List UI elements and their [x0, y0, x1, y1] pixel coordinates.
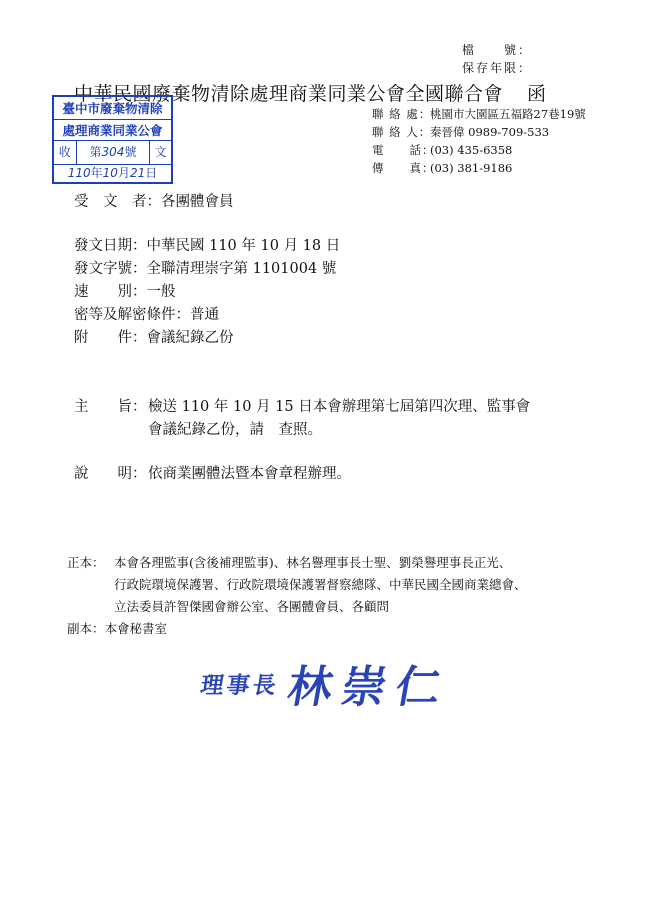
stamp-date: [54, 165, 171, 182]
contact-person-label: 聯 絡 人：: [372, 125, 432, 139]
stamp-doc-char: 文: [154, 145, 167, 159]
file-number-label: 檔 號：: [462, 43, 533, 57]
retention-period-label: 保存年限：: [462, 61, 533, 75]
stamp-serial: [77, 141, 151, 164]
explanation-label: 說 明：: [74, 466, 147, 482]
delivery-speed: [74, 280, 176, 301]
contact-phone-value: (03) 435-6358: [430, 143, 513, 157]
issue-date-label: 發文日期：: [74, 238, 147, 254]
original-recipients-line-2: 行政院環境保護署、行政院環境保護署督察總隊、中華民國全國商業總會、: [114, 577, 527, 592]
attachment-label: 附 件：: [74, 330, 147, 346]
delivery-speed-label: 速 別：: [74, 284, 147, 300]
delivery-speed-value: 一般: [146, 284, 176, 300]
chairman-signature: [198, 651, 455, 715]
recipient-label: 受 文 者：: [74, 194, 161, 210]
contact-fax-value: (03) 381-9186: [430, 161, 513, 175]
issue-date-value: 中華民國 110 年 10 月 18 日: [146, 238, 341, 254]
secrecy-level-value: 普通: [190, 307, 219, 323]
attachment: [74, 326, 234, 347]
issuer-name: 中華民國廢棄物清除處理商業同業公會全國聯合會: [74, 83, 504, 105]
received-stamp: [52, 95, 173, 184]
signature-title: 理事長: [198, 672, 281, 699]
copy-recipients-label: 副本：: [67, 621, 105, 636]
copy-recipients: [67, 619, 167, 637]
original-recipients-label: 正本：: [67, 555, 105, 570]
original-recipients-line-3: 立法委員許智傑國會辦公室、各團體會員、各顧問: [114, 599, 390, 614]
issue-date: [74, 234, 340, 255]
stamp-org-line1: 臺中市廢棄物清除: [54, 97, 171, 120]
doc-type: 函: [527, 83, 547, 105]
contact-address: [372, 106, 586, 122]
stamp-date-year: 110: [67, 166, 91, 180]
subject-line-2: 會議紀錄乙份，請 查照。: [148, 422, 322, 438]
contact-fax: [372, 160, 512, 176]
subject-line-1: 檢送 110 年 10 月 15 日本會辦理第七屆第四次理、監事會: [148, 399, 531, 415]
recipient-value: 各團體會員: [161, 194, 234, 210]
stamp-receive-char: 收: [54, 141, 77, 164]
original-recipients-line-1: 本會各理監事(含後補理監事)、林名譽理事長士聖、劉榮譽理事長正光、: [114, 555, 512, 570]
stamp-serial-row: [54, 141, 171, 165]
copy-recipients-value: 本會秘書室: [104, 621, 168, 636]
signature-name: 林崇仁: [283, 662, 455, 713]
contact-fax-label: 傳 真：: [372, 161, 435, 175]
subject-label: 主 旨：: [74, 399, 147, 415]
issue-number: [74, 257, 336, 278]
issue-number-value: 全聯清理崇字第 1101004 號: [146, 261, 337, 277]
attachment-value: 會議紀錄乙份: [146, 330, 234, 346]
secrecy-level-label: 密等及解密條件：: [74, 307, 190, 323]
stamp-date-year-unit: 年: [90, 166, 103, 180]
contact-address-label: 聯 絡 處：: [372, 107, 432, 121]
stamp-date-month-unit: 月: [117, 166, 130, 180]
stamp-serial-prefix: 第: [89, 145, 102, 159]
contact-person-value: 秦晉偉 0989-709-533: [430, 125, 550, 139]
secrecy-level: [74, 303, 219, 324]
issue-number-label: 發文字號：: [74, 261, 147, 277]
stamp-date-day: 21: [129, 166, 146, 180]
stamp-serial-suffix: 號: [124, 145, 137, 159]
contact-phone: [372, 142, 512, 158]
explanation-line-1: 依商業團體法暨本會章程辦理。: [148, 466, 351, 482]
contact-person: [372, 124, 549, 140]
recipient: [74, 190, 234, 211]
contact-address-value: 桃園市大園區五福路27巷19號: [430, 107, 586, 121]
stamp-org-line2: 處理商業同業公會: [54, 120, 171, 141]
stamp-date-month: 10: [102, 166, 118, 180]
stamp-date-day-unit: 日: [145, 166, 158, 180]
contact-phone-label: 電 話：: [372, 143, 435, 157]
stamp-serial-number: 304: [101, 145, 125, 159]
